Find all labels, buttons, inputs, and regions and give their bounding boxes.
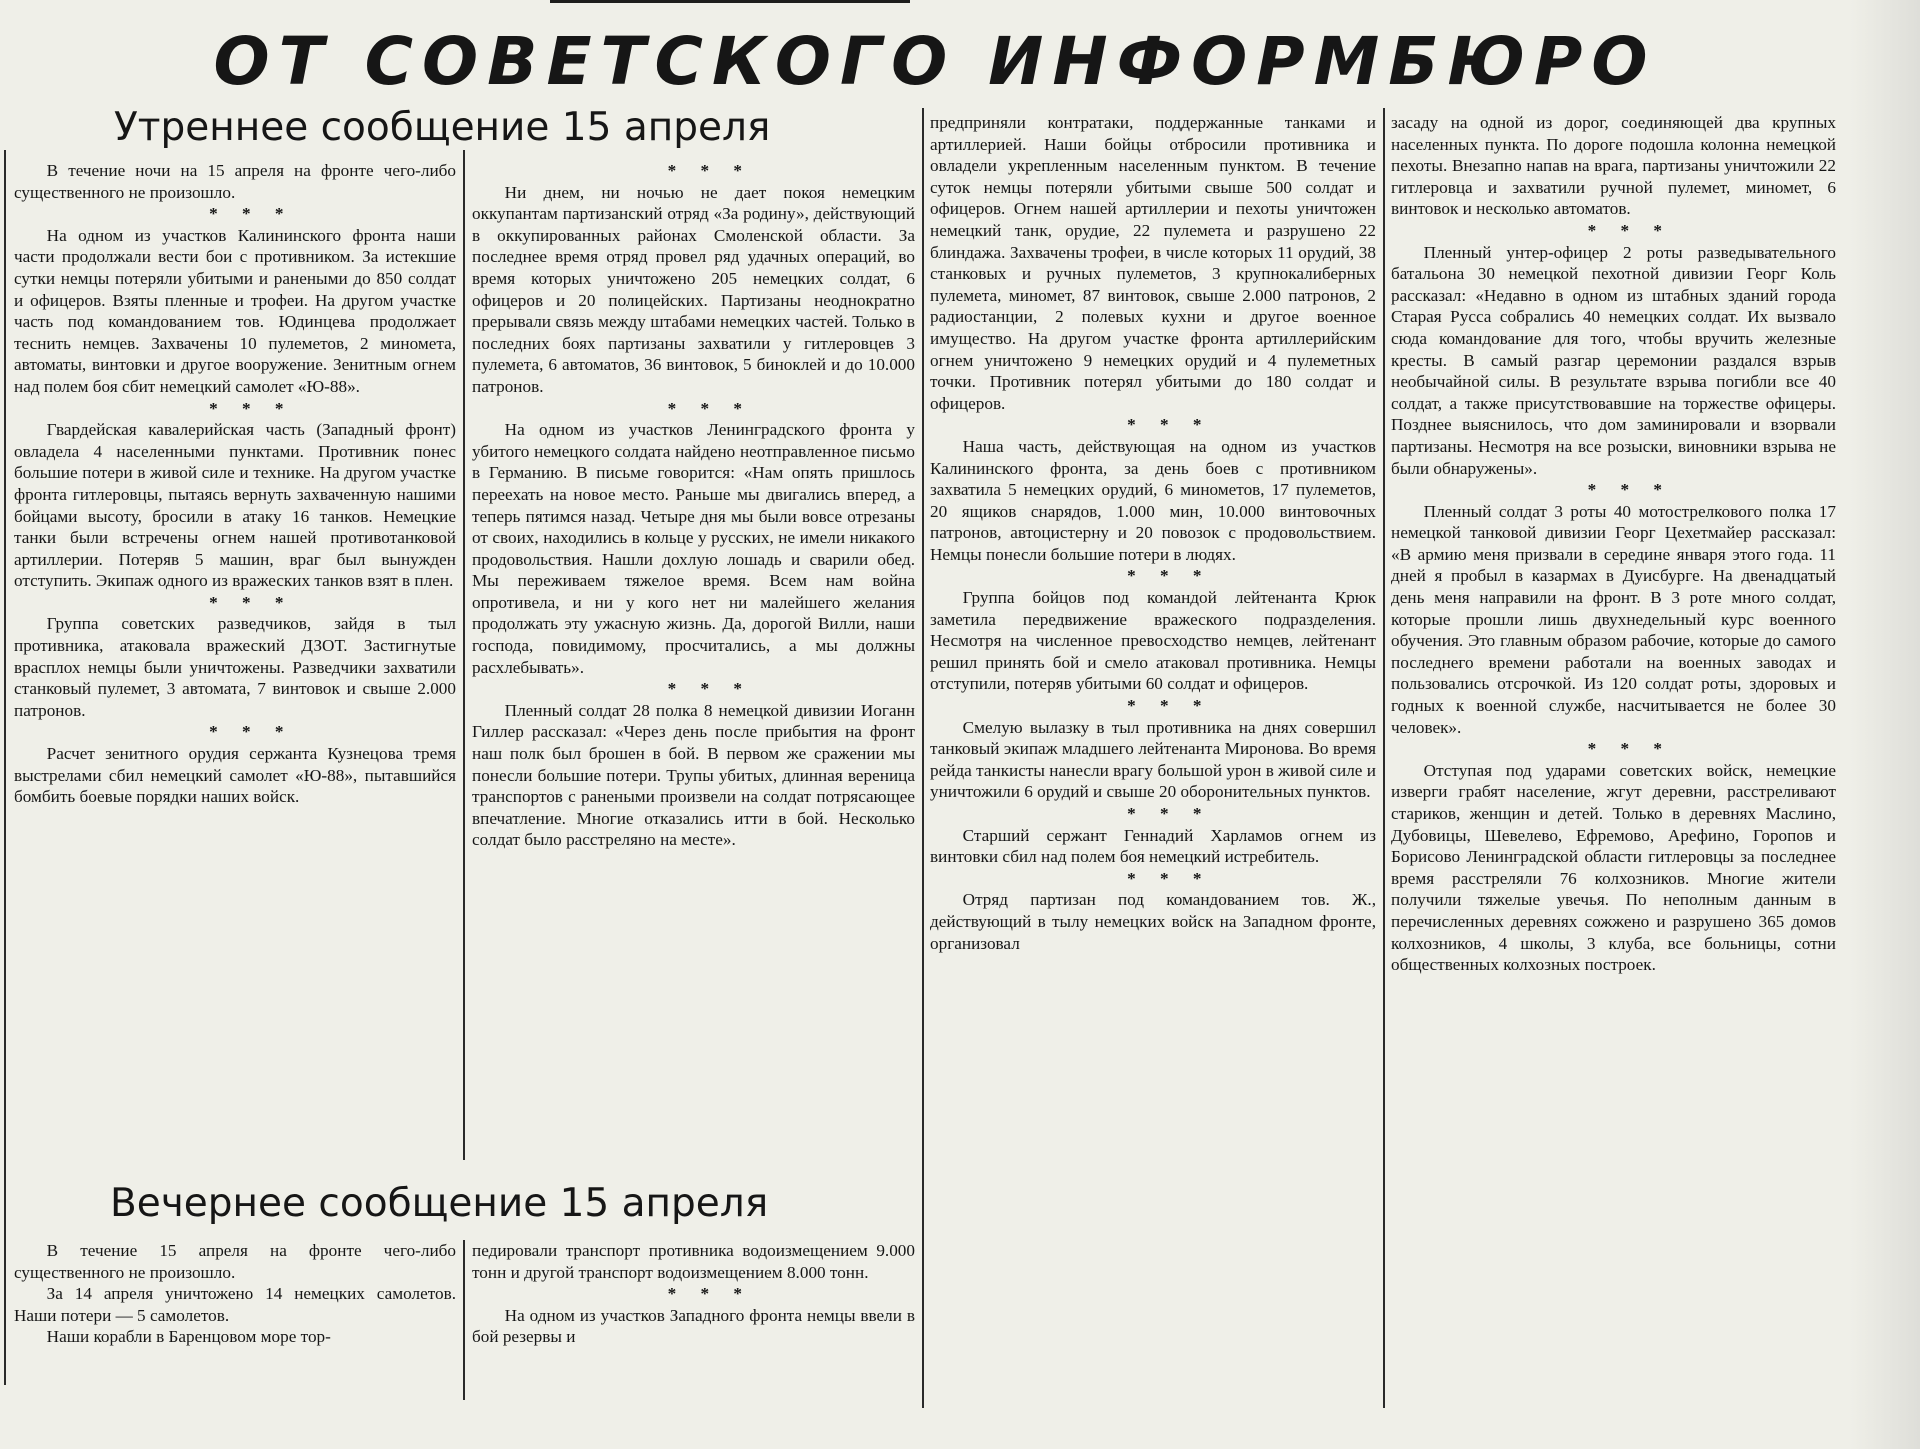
column-rule xyxy=(463,150,465,1160)
separator: * * * xyxy=(1587,220,1673,240)
top-rule xyxy=(550,0,910,3)
separator: * * * xyxy=(667,679,753,699)
morning-title: Утреннее сообщение 15 апреля xyxy=(114,105,771,150)
news-item: Пленный солдат 28 полка 8 немецкой дивизии Иоганн Гиллер рассказал: «Через день после прибытия на фронт наш полк был брошен в бой. В первом же сражении мы понесли большие потери. Трупы убитых, длинная вереница транспортов с ранеными произвели на солдат потрясающее впечатление. Многие отказались итти в бой. Несколько солдат было расстреляно на месте». xyxy=(472,700,915,850)
news-item: Наша часть, действующая на одном из участков Калининского фронта, за день боев с противником захватила 5 немецких орудий, 6 минометов, 17 пулеметов, 20 ящиков снарядов, 1.000 мин, 10.000 винтовочных патронов, автоцистерну и 20 повозок с продовольствием. Немцы понесли большие потери в людях. xyxy=(930,436,1376,564)
news-item: Отступая под ударами советских войск, немецкие изверги грабят население, жгут деревни, расстреливают стариков, женщин и детей. Только в деревнях Маслино, Дубовицы, Шевелево, Ефремово, Арефино, Горопов и Борисово Ленинградской области гитлеровцы за последнее время расстреляли 76 колхозников. Многие жители получили тяжелые увечья. По неполным данным в перечисленных деревнях сожжено и разрушено 365 домов колхозников, 4 школы, 3 клуба, все больницы, сотни общественных колхозных построек. xyxy=(1391,760,1836,975)
news-item: На одном из участков Ленинградского фронта у убитого немецкого солдата найдено неотправленное письмо в Германию. В письме говорится: «Нам опять пришлось переехать на новое место. Раньше мы двигались вперед, а теперь пятимся назад. Четыре дня мы были вовсе отрезаны от своих, находились в кольце у русских, не имели никакого продовольствия. Нашли дохлую лошадь и сварили обед. Мы переживаем тяжелое время. Всем нам война опротивела, и ни у кого нет ни малейшего желания продолжать эту ужасную жизнь. Да, дорогой Вилли, наши господа, повидимому, просчитались, а мы должны расхлебывать». xyxy=(472,420,915,677)
news-item: Группа советских разведчиков, зайдя в тыл противника, атаковала вражеский ДЗОТ. Застигнутые врасплох немцы были уничтожены. Разведчики захватили станковый пулемет, 3 автомата, 7 винтовок и свыше 2.000 патронов. xyxy=(14,614,456,720)
separator: * * * xyxy=(667,161,753,180)
news-item: Наши корабли в Баренцовом море тор- xyxy=(46,1327,331,1347)
news-item: На одном из участков Калининского фронта наши части продолжали вести бои с противником. За истекшие сутки немцы потеряли убитыми и ранеными до 850 солдат и офицеров. Взяты пленные и трофеи. На другом участке часть под командованием тов. Юдинцева продолжает теснить немцев. Захвачены 10 пулеметов, 2 миномета, автоматы, винтовки и другое вооружение. Зенитным огнем над полем боя сбит немецкий самолет «Ю-88». xyxy=(14,225,456,396)
separator: * * * xyxy=(209,398,294,418)
separator: * * * xyxy=(209,722,294,742)
morning-column-3 xyxy=(930,112,1376,1412)
column-rule xyxy=(922,108,924,1408)
separator: * * * xyxy=(209,204,294,224)
separator: * * * xyxy=(209,592,294,612)
evening-title: Вечернее сообщение 15 апреля xyxy=(110,1181,769,1226)
news-item: Ни днем, ни ночью не дает покоя немецким оккупантам партизанский отряд «За родину», действующий в оккупированных районах Смоленской области. За последнее время отряд провел ряд удачных операций, во время которых уничтожено 205 немецких солдат, 6 офицеров и 20 полицейских. Партизаны неоднократно прерывали связь между штабами немецких частей. Только в последних боях партизаны захватили у гитлеровцев 3 пулемета, 6 автоматов, 36 винтовок, 5 биноклей и до 10.000 патронов. xyxy=(472,182,915,396)
news-item: Отряд партизан под командованием тов. Ж., действующий в тылу немецких войск на Западном фронте, организовал xyxy=(930,890,1376,953)
evening-column-1 xyxy=(14,1240,456,1405)
separator: * * * xyxy=(1127,696,1212,716)
morning-column-2 xyxy=(472,160,915,1160)
headline: ОТ СОВЕТСКОГО ИНФОРМБЮРО xyxy=(213,23,1657,100)
news-item-continued: педировали транспорт противника водоизмещением 9.000 тонн и другой транспорт водоизмещением 8.000 тонн. xyxy=(472,1241,915,1282)
news-item-continued: засаду на одной из дорог, соединяющей два крупных населенных пункта. По дороге подошла колонна немецкой пехоты. Внезапно напав на врага, партизаны уничтожили 22 гитлеровца и захватили ручной пулемет, миномет, 6 винтовок и несколько автоматов. xyxy=(1391,113,1836,219)
news-item: За 14 апреля уничтожено 14 немецких самолетов. Наши потери — 5 самолетов. xyxy=(14,1284,456,1325)
separator: * * * xyxy=(1587,739,1673,759)
column-rule xyxy=(1383,108,1385,1408)
news-item: В течение ночи на 15 апреля на фронте чего-либо существенного не произошло. xyxy=(14,161,456,202)
separator: * * * xyxy=(1127,415,1212,435)
separator: * * * xyxy=(667,1284,753,1304)
separator: * * * xyxy=(1127,868,1212,888)
news-item: Старший сержант Геннадий Харламов огнем из винтовки сбил над полем боя немецкий истребитель. xyxy=(930,825,1376,867)
news-item: Гвардейская кавалерийская часть (Западный фронт) овладела 4 населенными пунктами. Противник понес большие потери в живой силе и технике. На другом участке фронта гитлеровцы, пытаясь вернуть захваченную нашими бойцами высоту, бросили в атаку 16 танков. Немецкие танки были встречены огнем нашей противотанковой артиллерии. Потеряв 5 машин, враг был вынужден отступить. Экипаж одного из вражеских танков взят в плен. xyxy=(14,420,456,591)
separator: * * * xyxy=(1127,804,1212,823)
news-item: Смелую вылазку в тыл противника на днях совершил танковый экипаж младшего лейтенанта Миронова. Во время рейда танкисты нанесли врагу большой урон в живой силе и уничтожили 6 орудий и свыше 20 оборонительных пунктов. xyxy=(930,717,1376,802)
separator: * * * xyxy=(1587,480,1673,500)
morning-column-4 xyxy=(1391,112,1836,1412)
scan-edge-shadow xyxy=(1850,0,1920,1449)
news-item: Пленный унтер-офицер 2 роты разведывательного батальона 30 немецкой пехотной дивизии Георг Коль рассказал: «Недавно в одном из штабных зданий города Старая Русса собрались 40 немецких солдат. Их вызвало сюда командование для того, чтобы вручить железные кресты. В самый разгар церемонии раздался взрыв необычайной силы. В результате взрыва погибли все 40 солдат, а также присутствовавшие на торжестве офицеры. Позднее выяснилось, что дом заминировали и взорвали партизаны. Несмотря на все розыски, виновники взрыва не были обнаружены». xyxy=(1391,242,1836,478)
news-item: Расчет зенитного орудия сержанта Кузнецова тремя выстрелами сбил немецкий самолет «Ю-88», пытавшийся бомбить боевые порядки наших войск. xyxy=(14,744,456,807)
news-item: Пленный солдат 3 роты 40 мотострелкового полка 17 немецкой танковой дивизии Георг Цехетмайер рассказал: «В армию меня призвали в середине января этого года. 11 дней я пробыл в казармах в Дуисбурге. На двенадцатый день меня направили на фронт. В 3 роте много солдат, которые прошли лишь двухнедельный курс военного обучения. Это главным образом рабочие, которые до самого последнего времени работали на военных заводах и пользовались отсрочкой. Из 120 солдат роты, здоровых и годных к военной службе, насчитывается не более 30 человек». xyxy=(1391,501,1836,737)
column-rule xyxy=(4,150,6,1385)
news-item: В течение 15 апреля на фронте чего-либо существенного не произошло. xyxy=(14,1241,456,1282)
news-item: На одном из участков Западного фронта немцы ввели в бой резервы и xyxy=(472,1305,915,1347)
morning-column-1 xyxy=(14,160,456,1160)
news-item-continued: предприняли контратаки, поддержанные танками и артиллерией. Наши бойцы отбросили противника и овладели укрепленным населенным пунктом. В течение суток немцы потеряли убитыми свыше 500 солдат и офицеров. Огнем нашей артиллерии и пехоты уничтожен немецкий танк, орудие, 22 пулемета и разрушено 22 блиндажа. Захвачены трофеи, в числе которых 11 орудий, 38 станковых и ручных пулеметов, 3 крупнокалиберных пулемета, миномет, 87 винтовок, свыше 2.000 патронов, 2 радиостанции, 2 полевых кухни и другое военное имущество. На другом участке фронта артиллерийским огнем уничтожено 9 немецких орудий и 4 пулеметных точки. Противник потерял убитыми до 180 солдат и офицеров. xyxy=(930,113,1376,413)
separator: * * * xyxy=(1127,566,1212,586)
evening-column-2 xyxy=(472,1240,915,1405)
column-rule xyxy=(463,1240,465,1400)
news-item: Группа бойцов под командой лейтенанта Крюк заметила передвижение вражеского подразделения. Несмотря на численное превосходство немцев, лейтенант решил принять бой и смело атаковал противника. Немцы отступили, потеряв убитыми 60 солдат и офицеров. xyxy=(930,588,1376,694)
separator: * * * xyxy=(667,398,753,418)
